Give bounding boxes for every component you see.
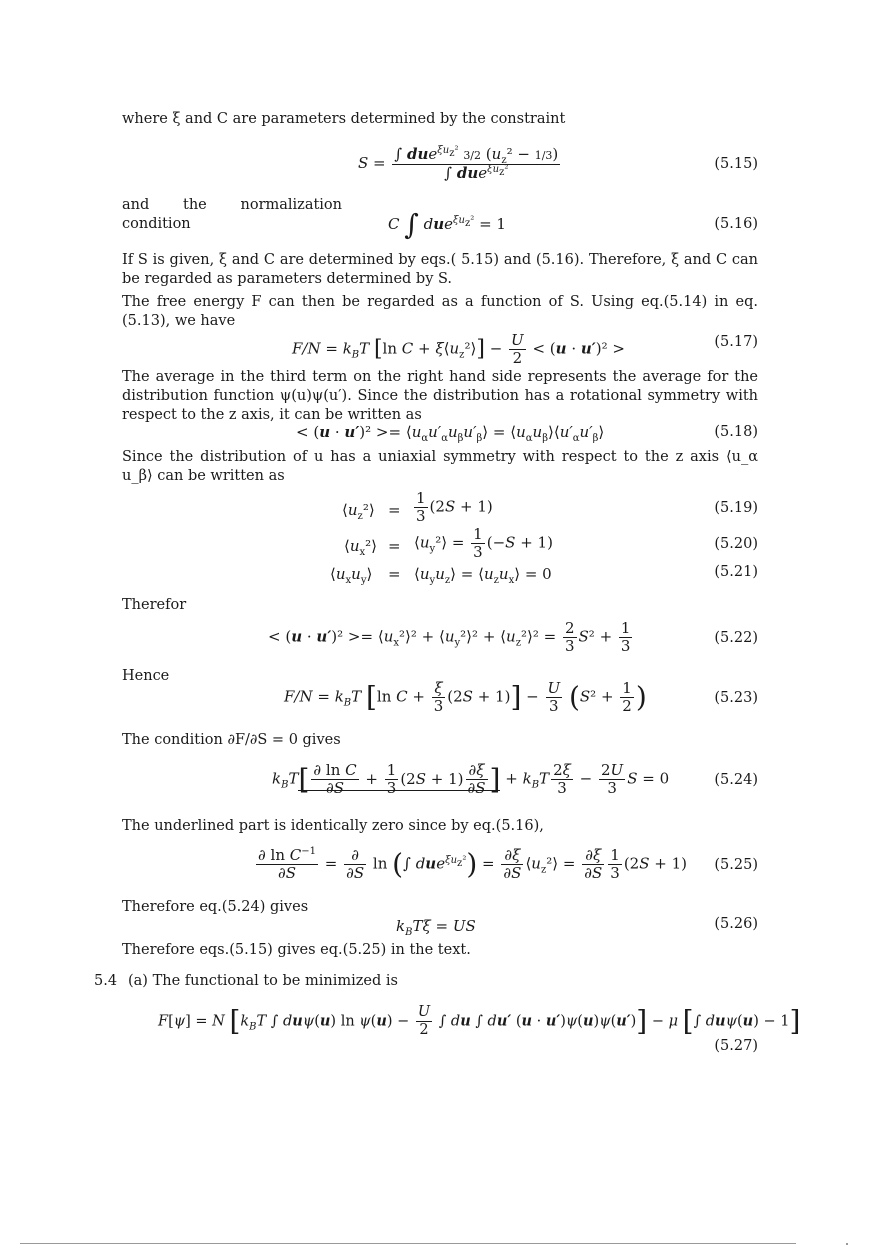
paragraph-average: The average in the third term on the right hand side represents the average for the distribution function ψ(u)ψ(u′). Since the distribution has a rotational symmetry with respect to the z axis, it can be written as <box>122 369 758 423</box>
paragraph-if-s-given: If S is given, ξ and C are determined by eqs.( 5.15) and (5.16). Therefore, ξ and C can be regarded as parameters determined by S. <box>122 252 758 287</box>
footer-rule <box>20 1243 796 1244</box>
equation-5-21: $⟨u_xu_y⟩$ = $⟨u_yu_z⟩$ = $⟨u_zu_x⟩ = 0$ (5.21) <box>330 564 758 586</box>
equation-5-19: $⟨u_z^2⟩$ = $\frac{1}{3}$ (2S + 1) (5.19) <box>342 489 758 525</box>
equation-number: (5.22) <box>714 630 758 646</box>
equation-5-25: $\frac{\partial \ln C^{-1}}{\partial S}$ = $\frac{\partial}{\partial S}$ ln (∫ due$^{\xi u_z^2}$) = $\frac{\partial\xi}{\partial S}$ $⟨u_z^2⟩$ = $\frac{\partial\xi}{\partial S}$ $\frac{1}{3}$ (2S + 1) (5.25) <box>258 846 758 882</box>
paragraph-underlined: The underlined part is identically zero since by eq.(5.16), <box>122 818 544 834</box>
item-text: (a) The functional to be minimized is <box>128 973 398 989</box>
equation-5-26: $k_BT\xi$ = US (5.26) <box>396 916 758 938</box>
equation-5-16: C ∫ due$^{\xi u_z^2}$ = 1 (5.16) <box>388 208 758 241</box>
equation-number: (5.21) <box>714 564 758 580</box>
paragraph-condition: The condition ∂F/∂S = 0 gives <box>122 732 341 748</box>
equation-number: (5.15) <box>714 156 758 172</box>
equation-5-27: F[ψ] = N [$k_BT$ ∫ duψ(u) ln ψ(u) − $\frac{U}{2}$ ∫ du ∫ du′ (u · u′)ψ(u)ψ(u′)] − μ [∫ duψ(u) − 1] (5.27) <box>158 1004 801 1054</box>
equation-number: (5.20) <box>714 536 758 552</box>
paragraph-constraint: where ξ and C are parameters determined by the constraint <box>122 111 566 127</box>
equation-5-22: < $(u \cdot u')^2 >= ⟨u_x^2⟩^2$ + $⟨u_y^2⟩^2$ + $⟨u_z^2⟩^2$ = $\frac{2}{3}$ S² + $\frac{1}{3}$ (5.22) <box>268 619 758 655</box>
equation-5-20: $⟨u_x^2⟩$ = $⟨u_y^2⟩$ = $\frac{1}{3}$ (−S + 1) (5.20) <box>344 525 758 561</box>
paragraph-therefore-515: Therefore eqs.(5.15) gives eq.(5.25) in the text. <box>122 942 471 958</box>
paragraph-therefore-524: Therefore eq.(5.24) gives <box>122 899 309 915</box>
equation-number: (5.16) <box>714 216 758 232</box>
equation-number: (5.18) <box>714 424 758 440</box>
footer-dot <box>846 1243 848 1245</box>
equation-number: (5.24) <box>714 772 758 788</box>
paragraph-therefor: Therefor <box>122 597 187 613</box>
equation-5-18: < $(u \cdot u')^2 >= ⟨u_\alpha u'_\alpha u_\beta u'_\beta⟩$ = $⟨u_\alpha u_\beta⟩⟨u'_\alpha u'_\beta⟩$ (5.18) <box>296 423 758 444</box>
paragraph-hence: Hence <box>122 668 170 684</box>
paragraph-free-energy: The free energy F can then be regarded as a function of S. Using eq.(5.14) in eq.(5.13), we have <box>122 294 758 329</box>
paragraph-uniaxial: Since the distribution of u has a uniaxial symmetry with respect to the z axis ⟨u_α u_β⟩ can be written as <box>122 449 758 484</box>
equation-number: (5.25) <box>714 857 758 873</box>
paragraph-normalization: and the normalization condition <box>122 197 342 232</box>
equation-number: (5.17) <box>714 334 758 350</box>
equation-number: (5.23) <box>714 690 758 706</box>
equation-number: (5.26) <box>714 916 758 932</box>
equation-5-24: $k_BT$[ $\frac{\text{∂ ln C}}{\partial S}$ + $\frac{1}{3}$ (2S + 1) $\frac{\partial\xi}{\partial S}$ ] + $k_BT$ $\frac{2\xi}{3}$ − $\frac{2U}{3}$ S = 0 (5.24) <box>272 761 758 797</box>
equation-number: (5.19) <box>714 500 758 516</box>
equation-number: (5.27) <box>714 1038 758 1054</box>
item-label: 5.4 <box>94 973 118 989</box>
equation-5-15: S = $\frac{\int due^{\xi u_z^2} 3/2 (u_z^2 - 1/3)}{\int due^{\xi u_z^2}}$ (5.15) <box>358 145 758 182</box>
equation-5-23: $F/N = k_BT$ [ln C + $\frac{\xi}{3}$ (2S + 1)] − $\frac{U}{3}$ (S² + $\frac{1}{2}$ ) (5.23) <box>284 679 758 715</box>
equation-5-17: $F/N = k_BT$ [ln $C + \xi⟨u_z^2⟩$] − $\frac{U}{2}$ < (u · u′)² > (5.17) <box>292 331 758 367</box>
